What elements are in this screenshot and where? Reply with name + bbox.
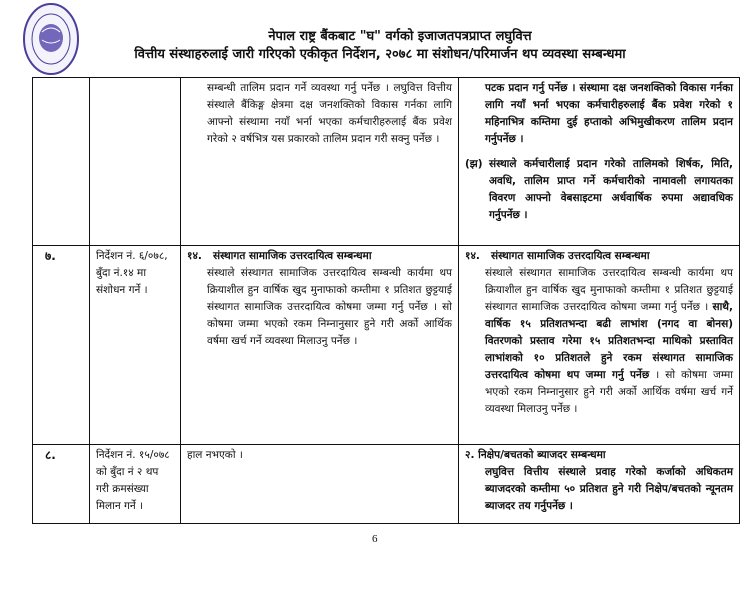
page-number: 6 — [372, 533, 378, 545]
serial-cell — [33, 78, 90, 246]
current-text: संस्थाले संस्थागत सामाजिक उत्तरदायित्व सम्बन्धी कार्यमा थप क्रियाशील हुन वार्षिक खुद मुनाफाको कम्तीमा १ प्रतिशत छुट्टयाई संस्थागत सामाजिक उत्तरदायित्व कोषमा जम्मा गर्नु पर्नेछ । सो कोषमा जम्मा भएको रकम निम्नानुसार हुने गरी अर्को आर्थिक वर्षमा खर्च गर्ने व्यवस्था मिलाउनु पर्नेछ । — [207, 267, 452, 347]
section-title: संस्थागत सामाजिक उत्तरदायित्व सम्बन्धमा — [491, 250, 650, 262]
section-heading — [187, 248, 452, 265]
directive-cell: निर्देशन नं. १५/०७८ को बुँदा नं २ थप गरी क्रमसंख्या मिलान गर्ने । — [90, 445, 181, 524]
proposed-text: पटक प्रदान गर्नु पर्नेछ । संस्थामा दक्ष जनशक्तिको विकास गर्नका लागि नयाँ भर्ना भएका कर्मचारीहरुलाई बैंक प्रवेश गरेको १ महिनाभित्र कम्तिमा दुई हप्ताको अभिमुखीकरण तालिम प्रदान गर्नुपर्नेछ । — [485, 82, 733, 145]
proposed-provision-cell — [459, 78, 740, 246]
table-row — [33, 445, 740, 524]
amendment-table — [32, 77, 740, 524]
nrb-seal-logo — [22, 2, 80, 76]
section-number: १४. — [187, 250, 202, 262]
section-heading: २. निक्षेप/बचतको ब्याजदर सम्बन्धमा — [465, 449, 606, 461]
proposed-provision-cell — [459, 445, 740, 524]
proposed-text-part: संस्थाले संस्थागत सामाजिक उत्तरदायित्व सम्बन्धी कार्यमा थप क्रियाशील हुन वार्षिक खुद मुनाफाको कम्तीमा १ प्रतिशत छुट्टयाई संस्थागत सामाजिक उत्तरदायित्व कोषमा जम्मा गर्नु पर्नेछ । — [485, 267, 733, 313]
directive-cell: निर्देशन नं. ६/०७८, बुँदा नं.१४ मा संशोधन गर्ने । — [90, 246, 181, 445]
title-line-1: नेपाल राष्ट्र बैंकबाट "घ" वर्गको इजाजतपत्रप्राप्त लघुवित्त — [268, 29, 532, 44]
section-heading — [465, 248, 733, 265]
proposed-text — [465, 265, 733, 418]
proposed-provision-cell — [459, 246, 740, 445]
title-line-2: वित्तीय संस्थाहरुलाई जारी गरिएको एकीकृत निर्देशन, २०७८ मा संशोधन/परिमार्जन थप व्यवस्था सम्बन्धमा — [134, 47, 626, 62]
proposed-text-part: । सो कोषमा जम्मा भएको रकम निम्नानुसार हुने गरी अर्को आर्थिक वर्षमा खर्च गर्ने व्यवस्था मिलाउनु पर्नेछ । — [485, 369, 734, 415]
directive-cell — [90, 78, 181, 246]
proposed-subclause — [465, 156, 733, 224]
proposed-added-text: साथै, वार्षिक १५ प्रतिशतभन्दा बढी लाभांश (नगद वा बोनस) वितरणको प्रस्ताव गरेमा १५ प्रतिशतभन्दा माथिको प्रस्तावित लाभांशको १० प्रतिशतले हुने रकम संस्थागत सामाजिक उत्तरदायित्व कोषमा थप जम्मा गर्नु पर्नेछ — [485, 301, 733, 381]
current-text: सम्बन्धी तालिम प्रदान गर्ने व्यवस्था गर्नु पर्नेछ । लघुवित्त वित्तीय संस्थाले बैंकिङ्ग क्षेत्रमा दक्ष जनशक्तिको विकास गर्नका लागि आफ्नो संस्थामा नयाँ भर्ना भएका कर्मचारीहरुलाई बैंक प्रवेश गरेको २ वर्षभित्र यस प्रकारको तालिम प्रदान गरी सक्नु पर्नेछ । — [207, 82, 452, 145]
serial-cell: ७. — [33, 246, 90, 445]
document-title — [80, 28, 720, 64]
serial-cell: ८. — [33, 445, 90, 524]
table-row — [33, 246, 740, 445]
subclause-text: संस्थाले कर्मचारीलाई प्रदान गरेको तालिमको शिर्षक, मिति, अवधि, तालिम प्राप्त गर्ने कर्मचारीको नामावली लगायतका विवरण आफ्नो वेबसाइटमा अर्धवार्षिक रुपमा अद्यावधिक गर्नुपर्नेछ । — [489, 158, 733, 221]
section-title: संस्थागत सामाजिक उत्तरदायित्व सम्बन्धमा — [213, 250, 372, 262]
current-provision-cell — [181, 246, 459, 445]
proposed-text: लघुवित्त वित्तीय संस्थाले प्रवाह गरेको कर्जाको अधिकतम ब्याजदरको कम्तीमा ५० प्रतिशत हुने गरी निक्षेप/बचतको न्यूनतम ब्याजदर तय गर्नुपर्नेछ । — [485, 466, 733, 512]
subclause-label: (झ) — [465, 158, 483, 170]
current-provision-cell: हाल नभएको । — [181, 445, 459, 524]
current-provision-cell — [181, 78, 459, 246]
section-number: १४. — [465, 250, 480, 262]
table-row — [33, 78, 740, 246]
